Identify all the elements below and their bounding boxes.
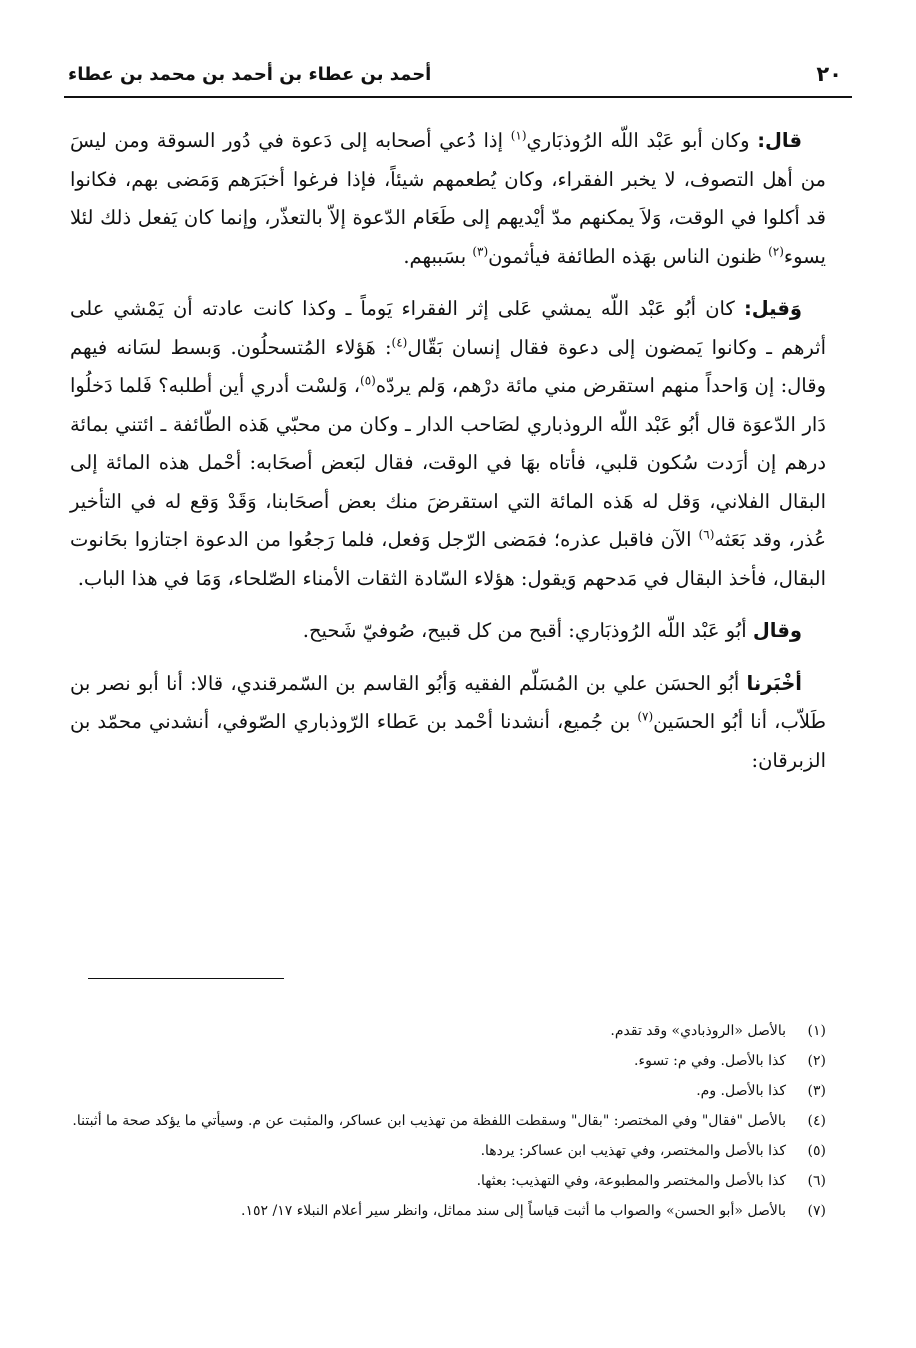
footnote-number: (٧) xyxy=(807,1203,826,1219)
footnote-item xyxy=(70,1106,826,1136)
paragraph-1 xyxy=(70,122,826,276)
footnote-ref: (٤) xyxy=(391,335,408,349)
footnote-ref: (٣) xyxy=(472,244,489,258)
paragraph-text: كان أبُو عَبْد اللّه يمشي عَلى إثر الفقراء يَوماً ـ وكذا كانت عادته أن يَمْشي على أثرهم ـ وكانوا يَمضون إلى دعوة فقال إنسان بَقّال xyxy=(70,297,827,359)
footnote-ref: (٥) xyxy=(360,373,376,388)
paragraph-text: ظنون الناس بهَذه الطائفة فيأثمون xyxy=(488,244,769,268)
paragraph-text: أبُو عَبْد اللّه الرُوذبَاري: أقبح من كل قبيح، صُوفيّ شَحيح. xyxy=(302,619,753,642)
footnote-item xyxy=(70,1076,826,1106)
footnote-item xyxy=(70,1016,826,1046)
paragraph-4 xyxy=(70,665,826,781)
paragraph-text: أبُو الحسَن علي بن المُسَلّم الفقيه وَأبُو القاسم بن السّمرقندي، قالا: أنا أبو نصر بن طَلاّب، أنا أبُو الحسَين xyxy=(70,671,826,733)
paragraph-text: وكان أبو عَبْد اللّه الرُوذبَاري xyxy=(526,129,758,152)
paragraph-text: إذا دُعي أصحابه إلى دَعوة في دُور السوقة ومن ليسَ من أهل التصوف، لا يخبر الفقراء، وكان يُطعمهم شيئاً، فإذا فرغوا أخبَرَهم وَمَضى بهم، فكانوا قد أكلوا في الوقت، وَلاَ يمكنهم مدّ أيْديهم إلى طَعَام الدّعوة إلاّ بالتعذّر، وإنما كان يَفعل ذلك لئلا يسوء xyxy=(70,129,826,268)
footnote-ref: (٧) xyxy=(637,709,654,724)
paragraph-lead: قال: xyxy=(757,129,802,152)
footnote-number: (٦) xyxy=(807,1173,826,1189)
paragraph-lead: وقال xyxy=(752,619,802,642)
footnote-text: كذا بالأصل. وفي م: تسوء. xyxy=(634,1053,786,1069)
footnote-ref: (١) xyxy=(510,128,527,143)
paragraph-3 xyxy=(70,612,826,651)
footnote-number: (٢) xyxy=(807,1053,826,1069)
footnote-number: (٤) xyxy=(807,1113,826,1129)
footnotes xyxy=(70,1016,826,1226)
paragraph-lead: وَقيل: xyxy=(743,297,802,320)
running-head xyxy=(64,58,852,98)
footnote-text: كذا بالأصل. وم. xyxy=(696,1083,786,1099)
footnote-divider xyxy=(88,978,284,979)
paragraph-lead: أخْبَرنا xyxy=(746,671,802,695)
footnote-text: كذا بالأصل والمختصر، وفي تهذيب ابن عساكر: يردها. xyxy=(480,1143,786,1159)
paragraph-2 xyxy=(70,290,826,598)
footnote-text: كذا بالأصل والمختصر والمطبوعة، وفي التهذيب: بعثها. xyxy=(476,1173,786,1189)
main-text xyxy=(70,122,826,794)
paragraph-text: بسَببهم. xyxy=(403,244,473,268)
paragraph-text: ، وَلسْت أدري أين أطلبه؟ فَلما دَخلُوا دَار الدّعوَة قال أبُو عَبْد اللّه الروذباري لصَاحب الدار ـ وكان من محبّي هَذه الطّائفة ـ ائتني بمائة درهم إن أرَدت سُكون قلبي، فأتاه بهَا في الوقت، فقال لبَعض أصحَابه: أحْمل هذه المائة إلى البقال الفلاني، وَقل له هَذه المائة التي استقرضَ منك بعض أصحَابنا، وَقَدْ وَقع له في التأخير عُذر، وقد بَعَثه xyxy=(70,374,826,551)
footnote-item xyxy=(70,1166,826,1196)
paragraph-text: الآن فاقبل عذره؛ فمَضى الرّجل وَفعل، فلما رَجعُوا من الدعوة اجتازوا بحَانوت البقال، فأخذ البقال في مَدحهم وَيقول: هؤلاء السّادة الثقات الأمناء الصّلحاء، وَمَا في هذا الباب. xyxy=(70,528,826,590)
footnote-number: (٣) xyxy=(807,1083,826,1099)
footnote-item xyxy=(70,1196,826,1226)
footnote-text: بالأصل "فقال" وفي المختصر: "بقال" وسقطت اللفظة من تهذيب ابن عساكر، والمثبت عن م. وسيأتي ما يؤكد صحة ما أثبتنا. xyxy=(72,1113,786,1129)
footnote-number: (١) xyxy=(807,1023,826,1039)
footnote-text: بالأصل «أبو الحسن» والصواب ما أثبت قياساً إلى سند مماثل، وانظر سير أعلام النبلاء ١٧/ ١٥٢. xyxy=(241,1203,786,1219)
footnote-item xyxy=(70,1136,826,1166)
footnote-item xyxy=(70,1046,826,1076)
footnote-ref: (٦) xyxy=(698,527,715,542)
footnote-text: بالأصل «الروذبادي» وقد تقدم. xyxy=(610,1023,786,1039)
paragraph-text: : هَؤلاء المُتسحلُون. وَبسط لسَانه فيهم وقال: إن وَاحداً منهم استقرض مني مائة درْهم، وَلم يردّه xyxy=(70,335,826,397)
footnote-number: (٥) xyxy=(807,1143,826,1159)
paragraph-text: بن جُميع، أنشدنا أحْمد بن عَطاء الرّوذباري الصّوفي، أنشدني محمّد بن الزبرقان: xyxy=(70,710,826,772)
page-number: ٢٠ xyxy=(816,62,842,86)
running-title: أحمد بن عطاء بن أحمد بن محمد بن عطاء xyxy=(68,64,432,85)
footnote-ref: (٢) xyxy=(768,244,784,258)
